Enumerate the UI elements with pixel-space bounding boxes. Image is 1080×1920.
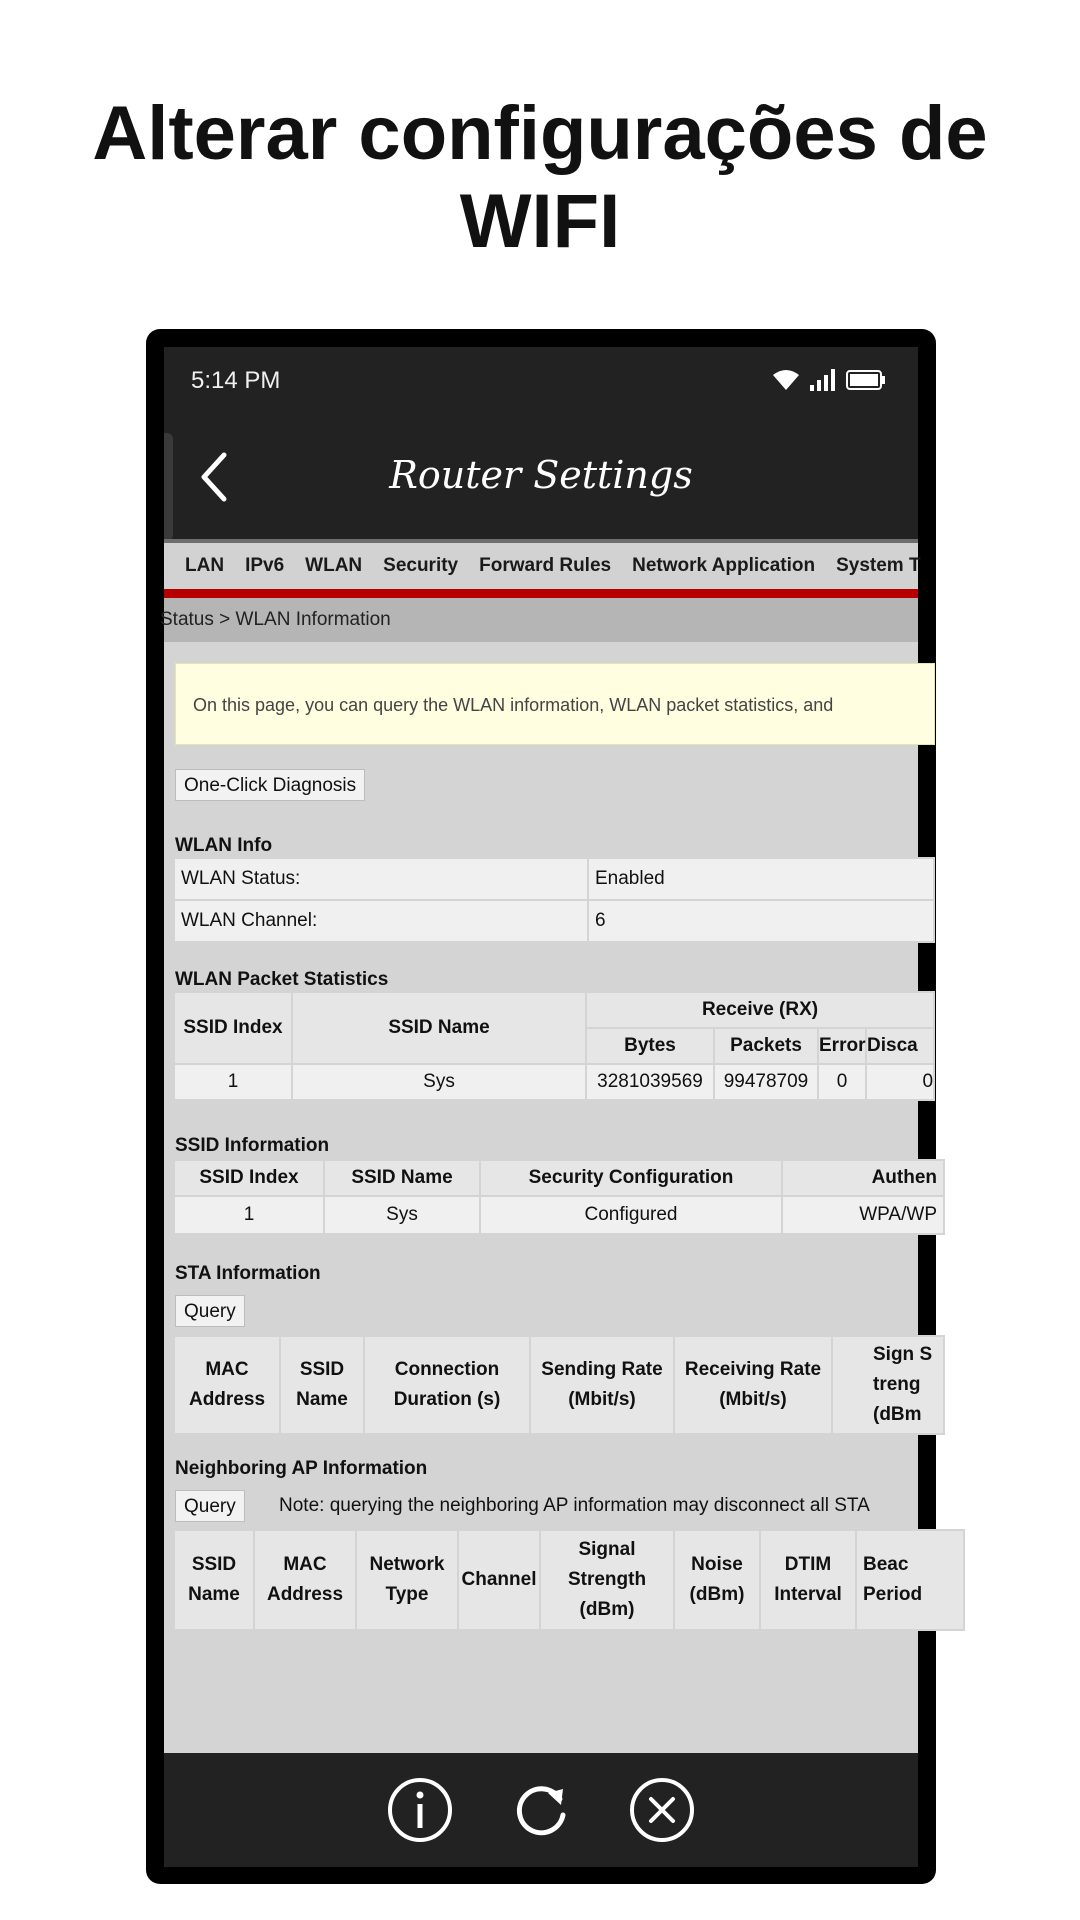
table-header-row xyxy=(174,1160,944,1196)
refresh-icon xyxy=(508,1777,574,1843)
col-signal-strength: Sign Streng (dBm xyxy=(832,1336,944,1434)
col-ssid-index: SSID Index xyxy=(174,992,292,1064)
tab-system-tools[interactable]: System T xyxy=(836,555,921,576)
wifi-icon xyxy=(772,369,800,391)
wlan-channel-value: 6 xyxy=(588,900,934,942)
info-icon xyxy=(387,1777,453,1843)
col-network-type: Network Type xyxy=(356,1530,458,1630)
app-header xyxy=(164,417,918,539)
sta-info-heading: STA Information xyxy=(175,1263,321,1284)
status-time: 5:14 PM xyxy=(191,367,281,394)
tab-forward-rules[interactable]: Forward Rules xyxy=(479,555,612,576)
table-header-row xyxy=(174,1336,944,1434)
cell-ssid-index: 1 xyxy=(174,1064,292,1100)
col-error: Error xyxy=(818,1028,866,1064)
col-channel: Channel xyxy=(458,1530,540,1630)
promo-title xyxy=(0,90,1080,266)
tab-network-application[interactable]: Network Application xyxy=(632,555,816,576)
cell-packets: 99478709 xyxy=(714,1064,818,1100)
sta-query-button[interactable]: Query xyxy=(175,1295,245,1327)
col-receiving-rate: Receiving Rate (Mbit/s) xyxy=(674,1336,832,1434)
promo-title-line-1: Alterar configurações de xyxy=(92,91,988,176)
tab-wlan[interactable]: WLAN xyxy=(305,555,363,576)
col-discard: Disca xyxy=(866,1028,934,1064)
page-notice: On this page, you can query the WLAN information, WLAN packet statistics, and xyxy=(175,663,935,745)
battery-icon xyxy=(846,369,886,391)
cell-ssid-name: Sys xyxy=(292,1064,586,1100)
col-beacon-period: Beac Period xyxy=(856,1530,964,1630)
col-ssid-name: SSID Name xyxy=(324,1160,480,1196)
col-bytes: Bytes xyxy=(586,1028,714,1064)
col-security-configuration: Security Configuration xyxy=(480,1160,782,1196)
wlan-info-heading: WLAN Info xyxy=(175,835,273,856)
status-bar xyxy=(164,347,918,417)
wlan-channel-label: WLAN Channel: xyxy=(174,900,588,942)
col-authentication: Authen xyxy=(782,1160,944,1196)
phone-screen xyxy=(160,347,937,1867)
sta-info-table xyxy=(173,1335,945,1435)
neighbor-ap-note: Note: querying the neighboring AP information may disconnect all STA xyxy=(279,1495,870,1516)
col-ssid-index: SSID Index xyxy=(174,1160,324,1196)
breadcrumb xyxy=(160,598,918,642)
col-noise: Noise (dBm) xyxy=(674,1530,760,1630)
cell-bytes: 3281039569 xyxy=(586,1064,714,1100)
wlan-status-value: Enabled xyxy=(588,858,934,900)
nav-tabs xyxy=(164,543,921,589)
table-header-row xyxy=(174,992,934,1028)
router-webview[interactable] xyxy=(160,543,937,1753)
cell-error: 0 xyxy=(818,1064,866,1100)
table-row xyxy=(174,858,934,900)
app-title: Router Settings xyxy=(389,453,693,497)
close-icon xyxy=(629,1777,695,1843)
col-ssid-name: SSID Name xyxy=(174,1530,254,1630)
tab-security[interactable]: Security xyxy=(383,555,459,576)
col-ssid-name: SSID Name xyxy=(292,992,586,1064)
tab-lan[interactable]: LAN xyxy=(185,555,225,576)
refresh-button[interactable] xyxy=(508,1777,574,1843)
col-ssid-name: SSID Name xyxy=(280,1336,364,1434)
promo-title-line-2: WIFI xyxy=(459,179,621,264)
cell-authentication: WPA/WP xyxy=(782,1196,944,1234)
tab-ipv6[interactable]: IPv6 xyxy=(245,555,285,576)
col-receive-rx: Receive (RX) xyxy=(586,992,934,1028)
col-packets: Packets xyxy=(714,1028,818,1064)
col-connection-duration: Connection Duration (s) xyxy=(364,1336,530,1434)
close-button[interactable] xyxy=(629,1777,695,1843)
table-row xyxy=(174,900,934,942)
neighbor-ap-heading: Neighboring AP Information xyxy=(175,1458,428,1479)
table-row xyxy=(174,1064,934,1100)
col-sending-rate: Sending Rate (Mbit/s) xyxy=(530,1336,674,1434)
nav-accent-bar xyxy=(164,589,918,598)
status-icons xyxy=(772,369,886,391)
packet-stats-heading: WLAN Packet Statistics xyxy=(175,969,389,990)
info-button[interactable] xyxy=(387,1777,453,1843)
col-mac-address: MAC Address xyxy=(174,1336,280,1434)
table-row xyxy=(174,1196,944,1234)
col-mac-address: MAC Address xyxy=(254,1530,356,1630)
table-header-row xyxy=(174,1530,964,1630)
bottom-action-bar xyxy=(164,1753,918,1867)
packet-stats-table xyxy=(173,991,935,1101)
col-signal-strength: Signal Strength (dBm) xyxy=(540,1530,674,1630)
cell-ssid-index: 1 xyxy=(174,1196,324,1234)
col-dtim-interval: DTIM Interval xyxy=(760,1530,856,1630)
neighbor-ap-query-button[interactable]: Query xyxy=(175,1490,245,1522)
neighbor-ap-table xyxy=(173,1529,965,1631)
cell-security-configuration: Configured xyxy=(480,1196,782,1234)
wlan-info-table xyxy=(173,857,935,943)
ssid-info-table xyxy=(173,1159,945,1235)
ssid-info-heading: SSID Information xyxy=(175,1135,330,1156)
signal-icon xyxy=(810,369,836,391)
breadcrumb-text: Status > WLAN Information xyxy=(160,609,391,630)
cell-ssid-name: Sys xyxy=(324,1196,480,1234)
wlan-status-label: WLAN Status: xyxy=(174,858,588,900)
one-click-diagnosis-button[interactable]: One-Click Diagnosis xyxy=(175,769,365,801)
cell-discard: 0 xyxy=(866,1064,934,1100)
